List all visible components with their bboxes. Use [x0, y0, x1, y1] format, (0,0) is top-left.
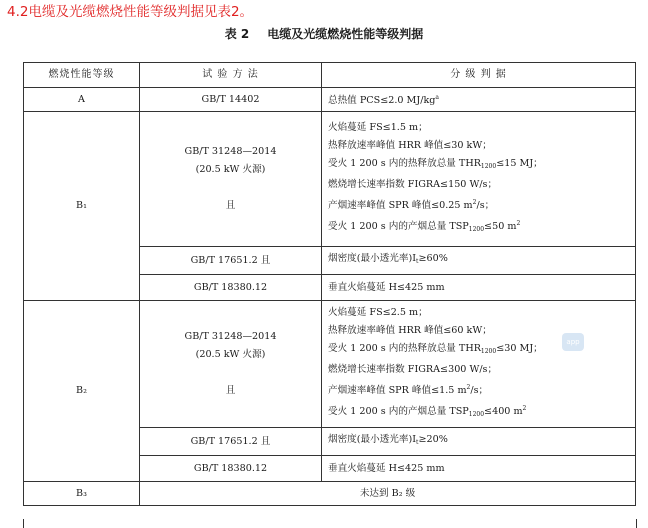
table-row: [24, 301, 636, 428]
vflame-method-b2: GB/T 18380.12: [140, 456, 322, 482]
grade-b3: B₃: [24, 482, 140, 506]
table-number: 表 2: [224, 27, 250, 41]
watermark-logo: app: [562, 333, 584, 351]
vflame-criteria-b1: 垂直火焰蔓延 H≤425 mm: [322, 275, 636, 301]
smoke-method-b1: GB/T 17651.2 且: [140, 247, 322, 275]
table-continuation: [23, 519, 637, 528]
table-row: [24, 482, 636, 506]
method-a: GB/T 14402: [140, 88, 322, 112]
smoke-criteria-b1: 烟密度(最小透光率)$I_t\ge 60\%$: [322, 247, 636, 275]
fire-performance-table: [23, 62, 636, 506]
criteria-b2: 火焰蔓延 FS≤2.5 m； 热释放速率峰值 HRR 峰值≤60 kW； 受火 1 200 s 内的热释放总量 $THR_{1200}\le 30$ MJ； 燃烧增长速率指数 FIGRA≤300 W/s； 产烟速率峰值 SPR 峰值≤1.5 $m^2/s$； 受火 1 200 s 内的产烟总量 $TSP_{1200}\le 400$ $m^2$: [322, 301, 636, 428]
grade-a: A: [24, 88, 140, 112]
criteria-b3: 未达到 B₂ 级: [140, 482, 636, 506]
col-header-grade: 燃烧性能等级: [24, 63, 140, 88]
method-b2: GB/T 31248—2014 (20.5 kW 火源) 且: [140, 301, 322, 428]
method-b1: GB/T 31248—2014 (20.5 kW 火源) 且: [140, 112, 322, 247]
table-row: [24, 112, 636, 247]
criteria-b1: 火焰蔓延 FS≤1.5 m； 热释放速率峰值 HRR 峰值≤30 kW； 受火 1 200 s 内的热释放总量 $THR_{1200}\le 15$ MJ； 燃烧增长速率指数 FIGRA≤150 W/s； 产烟速率峰值 SPR 峰值≤0.25 $m^2/s$； 受火 1 200 s 内的产烟总量 $TSP_{1200}\le 50$ $m^2$: [322, 112, 636, 247]
col-header-method: 试 验 方 法: [140, 63, 322, 88]
table-header-row: [24, 63, 636, 88]
footnote-mark: a: [435, 94, 439, 101]
vflame-criteria-b2: 垂直火焰蔓延 H≤425 mm: [322, 456, 636, 482]
table-caption: [0, 26, 648, 42]
criteria-a: 总热值 PCS≤2.0 $MJ/kg^a$: [322, 88, 636, 112]
grade-b1: B₁: [24, 112, 140, 301]
smoke-method-b2: GB/T 17651.2 且: [140, 428, 322, 456]
col-header-criteria: 分 级 判 据: [322, 63, 636, 88]
grade-b2: B₂: [24, 301, 140, 482]
table-row: [24, 88, 636, 112]
smoke-criteria-b2: 烟密度(最小透光率)$I_t\ge 20\%$: [322, 428, 636, 456]
table-title: 电缆及光缆燃烧性能等级判据: [267, 27, 424, 41]
vflame-method-b1: GB/T 18380.12: [140, 275, 322, 301]
section-heading: 4.2电缆及光缆燃烧性能等级判据见表2。: [7, 4, 254, 20]
